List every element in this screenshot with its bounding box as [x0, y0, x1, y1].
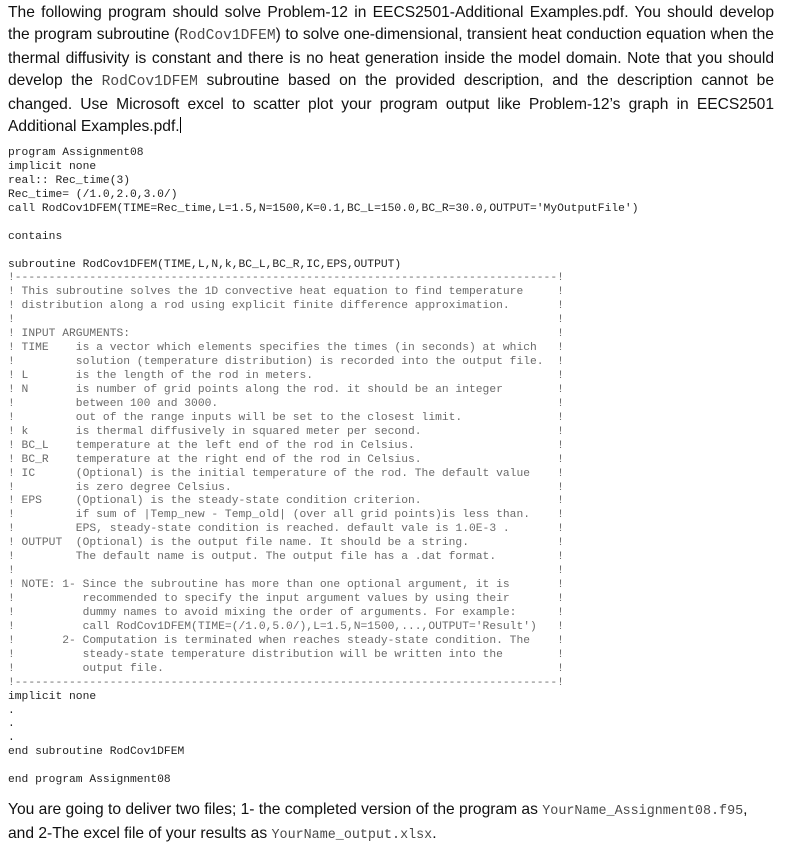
code-line: end subroutine RodCov1DFEM [8, 746, 185, 759]
comment-line: ! ! [8, 314, 564, 327]
code-line: program Assignment08 [8, 147, 144, 159]
comment-line: ! out of the range inputs will be set to the closest limit. ! [8, 411, 564, 424]
comment-line: ! OUTPUT (Optional) is the output file name. It should be a string. ! [8, 537, 564, 550]
comment-line: ! k is thermal diffusively in squared meter per second. ! [8, 425, 564, 438]
comment-line: ! IC (Optional) is the initial temperature of the rod. The default value ! [8, 467, 564, 480]
comment-line: ! call RodCov1DFEM(TIME=(/1.0,5.0/),L=1.5,N=1500,...,OUTPUT='Result') ! [8, 620, 564, 633]
comment-line: ! EPS, steady-state condition is reached. default vale is 1.0E-3 . ! [8, 523, 564, 536]
code-line: . [8, 704, 15, 717]
code-head [8, 147, 638, 271]
deliverables-text-4: . [432, 825, 437, 843]
code-line: end program Assignment08 [8, 774, 171, 787]
code-line: contains [8, 230, 63, 243]
comment-line: ! BC_R temperature at the right end of the rod in Celsius. ! [8, 453, 564, 466]
deliverables-text-2: , [743, 801, 748, 818]
code-line: . [8, 732, 15, 745]
comment-line: ! ! [8, 565, 564, 578]
comment-line: ! dummy names to avoid mixing the order of arguments. For example: ! [8, 606, 564, 619]
comment-line: ! This subroutine solves the 1D convective heat equation to find temperature ! [8, 286, 564, 299]
subroutine-name-inline: RodCov1DFEM [101, 74, 198, 91]
comment-line: ! is zero degree Celsius. ! [8, 481, 564, 494]
comment-line: ! steady-state temperature distribution will be written into the ! [8, 648, 564, 661]
code-line: subroutine RodCov1DFEM(TIME,L,N,k,BC_L,BC_R,IC,EPS,OUTPUT) [8, 258, 402, 271]
program-filename: YourName_Assignment08.f95 [542, 804, 744, 819]
comment-line: ! if sum of |Temp_new - Temp_old| (over all grid points)is less than. ! [8, 509, 564, 522]
code-line: implicit none [8, 690, 97, 703]
comment-line: !--------------------------------------------------------------------------------! [8, 676, 564, 689]
comment-line: ! between 100 and 3000. ! [8, 397, 564, 410]
comment-line: ! The default name is output. The output file has a .dat format. ! [8, 551, 564, 564]
comment-header-block [8, 272, 564, 688]
description-text-2: ) to solve one-dimensional, transient heat conduction equation when the thermal diffusivity is constant and there is no heat generation inside the model domain. Note that you should develop the [8, 26, 774, 90]
description-text-1: The following program should solve Problem-12 in EECS2501-Additional Examples.pdf. You should develop the program subroutine ( [8, 4, 774, 44]
code-line: implicit none [8, 160, 97, 173]
comment-line: ! NOTE: 1- Since the subroutine has more than one optional argument, it is ! [8, 579, 564, 592]
comment-line: ! solution (temperature distribution) is recorded into the output file. ! [8, 356, 564, 369]
comment-line: ! distribution along a rod using explicit finite difference approximation. ! [8, 300, 564, 313]
comment-line: !--------------------------------------------------------------------------------! [8, 272, 564, 285]
deliverables-text-1: You are going to deliver two files; 1- the completed version of the program as [8, 801, 543, 818]
code-line: call RodCov1DFEM(TIME=Rec_time,L=1.5,N=1500,K=0.1,BC_L=150.0,BC_R=30.0,OUTPUT='MyOutputFile') [8, 202, 639, 215]
comment-line: ! INPUT ARGUMENTS: ! [8, 328, 564, 341]
comment-line: ! recommended to specify the input argument values by using their ! [8, 593, 564, 605]
deliverables-text-3: and 2-The excel file of your results as [8, 825, 272, 843]
deliverables-note [8, 799, 778, 848]
subroutine-name-inline: RodCov1DFEM [179, 28, 276, 45]
excel-filename: YourName_output.xlsx [271, 828, 433, 844]
comment-line: ! L is the length of the rod in meters. ! [8, 370, 564, 382]
code-line: Rec_time= (/1.0,2.0,3.0/) [8, 188, 178, 201]
comment-line: ! BC_L temperature at the left end of the rod in Celsius. ! [8, 439, 564, 452]
comment-line: ! 2- Computation is terminated when reaches steady-state condition. The ! [8, 634, 564, 647]
code-tail [8, 691, 184, 787]
problem-description [8, 2, 774, 138]
code-line: real:: Rec_time(3) [8, 174, 131, 187]
comment-line: ! output file. ! [8, 662, 564, 675]
comment-line: ! N is number of grid points along the rod. it should be an integer ! [8, 383, 564, 396]
description-text-3: subroutine based on the provided description, and the description cannot be changed. Use Microsoft excel to scatter plot your program output like Problem-12’s graph in EECS2501 Additional Examples.pdf. [8, 72, 774, 136]
text-cursor [180, 117, 181, 133]
fortran-code-block [8, 147, 638, 788]
comment-line: ! TIME is a vector which elements specifies the times (in seconds) at which ! [8, 342, 564, 355]
comment-line: ! EPS (Optional) is the steady-state condition criterion. ! [8, 495, 564, 508]
code-line: . [8, 718, 15, 731]
